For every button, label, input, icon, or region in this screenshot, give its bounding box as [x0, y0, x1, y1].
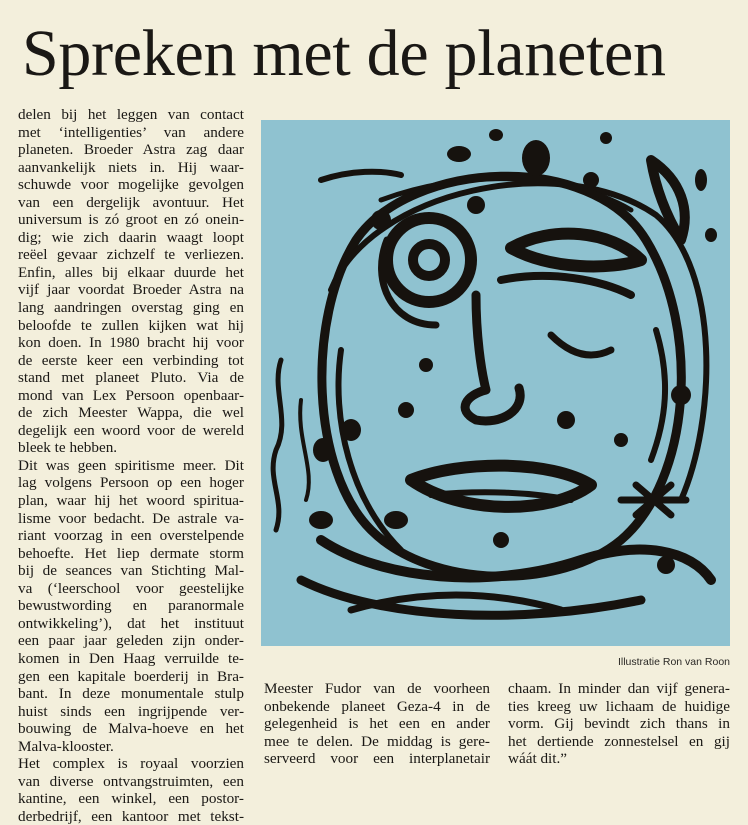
illustration — [261, 120, 730, 646]
text-line: komen in Den Haag verruilde te- — [18, 649, 244, 667]
text-line: stand met planeet Pluto. Via de — [18, 369, 244, 387]
text-line: gen een kapitale boerderij in Bra- — [18, 667, 244, 685]
text-line: serveerd voor een interplanetair — [264, 750, 490, 768]
paragraph-3 — [18, 755, 244, 825]
text-line: aanvankelijk niets in. Hij waar- — [18, 158, 244, 176]
text-line: behoefte. Het liep dermate storm — [18, 544, 244, 562]
text-line: Dit was geen spiritisme meer. Dit — [18, 456, 244, 474]
text-line: huist sinds een ingrijpende ver- — [18, 702, 244, 720]
text-line: het dertiende zonnestelsel en gij — [508, 732, 730, 750]
text-line: Malva-klooster. — [18, 737, 114, 755]
article-column-left — [18, 106, 244, 825]
paragraph — [508, 680, 730, 768]
headline: Spreken met de planeten — [22, 17, 666, 90]
article-column-middle — [264, 680, 490, 768]
paragraph-1 — [18, 106, 244, 457]
text-line: dig; wie zich daarin waagt loopt — [18, 228, 244, 246]
text-line: wáát dit.” — [508, 750, 568, 768]
text-line: lag volgens Persoon op een hoger — [18, 474, 244, 492]
text-line: vijf jaar voordat Broeder Astra na — [18, 281, 244, 299]
text-line: universum is zó groot en zó onein- — [18, 211, 244, 229]
text-line: bouwing de Malva-hoeve en het — [18, 720, 244, 738]
text-line: reëel gevaar zichzelf te verliezen. — [18, 246, 244, 264]
text-line: kantine, een winkel, een postor- — [18, 790, 244, 808]
text-line: een paar jaar geleden zijn onder- — [18, 632, 244, 650]
text-line: Meester Fudor van de voorheen — [264, 680, 490, 697]
text-line: degelijk een woord voor de wereld — [18, 421, 244, 439]
text-line: van een dergelijk avontuur. Het — [18, 193, 244, 211]
text-line: lisme voor bedacht. De astrale va- — [18, 509, 244, 527]
text-line: derbedrijf, een kantoor met tekst- — [18, 807, 244, 825]
text-line: Het complex is royaal voorzien — [18, 755, 244, 773]
abstract-face-drawing — [261, 120, 730, 646]
text-line: riant voorzag in een overstelpende — [18, 527, 244, 545]
text-line: de eerste keer een verbinding tot — [18, 351, 244, 369]
illustration-caption: Illustratie Ron van Roon — [617, 656, 730, 668]
text-line: schuwde voor mogelijke gevolgen — [18, 176, 244, 194]
text-line: lang aandringen overstag ging en — [18, 299, 244, 317]
text-line: bij de seances van Stichting Mal- — [18, 562, 244, 580]
text-line: de zich Meester Wappa, die wel — [18, 404, 244, 422]
paragraph — [264, 680, 490, 768]
article-column-right — [508, 680, 730, 768]
text-line: chaam. In minder dan vijf genera- — [508, 680, 730, 697]
text-line: delen bij het leggen van contact — [18, 106, 244, 123]
text-line: beloofde te zullen kijken wat hij — [18, 316, 244, 334]
text-line: bewustwording en paranormale — [18, 597, 244, 615]
text-line: bant. In deze monumentale stulp — [18, 685, 244, 703]
text-line: van diverse ontvangstruimten, een — [18, 772, 244, 790]
text-line: bleek te hebben. — [18, 439, 118, 457]
text-line: ties kreeg uw lichaam de huidige — [508, 697, 730, 715]
text-line: plan, waar hij het woord spiritua- — [18, 492, 244, 510]
paragraph-2 — [18, 457, 244, 755]
text-line: gelegenheid is het een en ander — [264, 715, 490, 733]
text-line: met ‘intelligenties’ van andere — [18, 123, 244, 141]
text-line: planeten. Broeder Astra zag daar — [18, 141, 244, 159]
text-line: Enfin, alles bij elkaar duurde het — [18, 263, 244, 281]
text-line: onbekende planeet Geza-4 in de — [264, 697, 490, 715]
text-line: mee te delen. De middag is gere- — [264, 732, 490, 750]
text-line: va (‘leerschool voor geestelijke — [18, 579, 244, 597]
text-line: vorm. Gij bevindt zich thans in — [508, 715, 730, 733]
text-line: ontwikkeling’), dat het instituut — [18, 614, 244, 632]
text-line: kon doen. In 1980 bracht hij voor — [18, 334, 244, 352]
text-line: mond van Lex Persoon openbaar- — [18, 386, 244, 404]
